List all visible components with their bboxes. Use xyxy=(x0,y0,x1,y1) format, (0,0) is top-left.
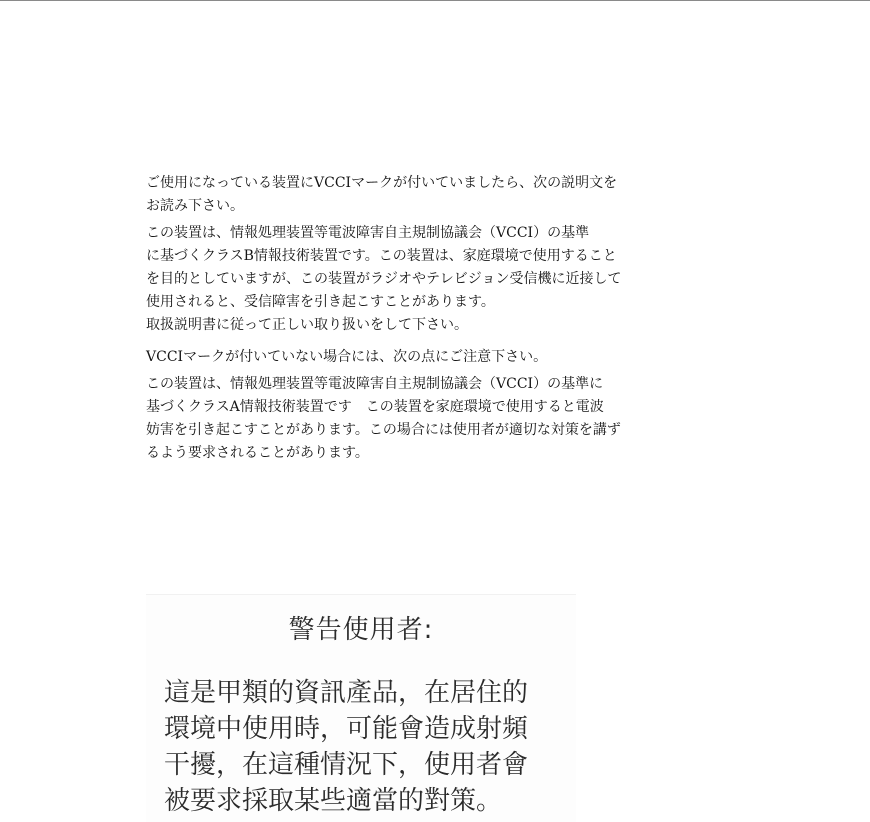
vcci-notice-japanese xyxy=(146,172,706,465)
vcci-intro-paragraph: ご使用になっている装置にVCCIマークが付いていましたら、次の説明文を お読み下さい。 xyxy=(146,175,618,214)
taiwan-warning-body: 這是甲類的資訊產品，在居住的 環境中使用時，可能會造成射頻 干擾，在這種情況下，使用者會 被要求採取某些適當的對策。 xyxy=(164,678,529,816)
class-b-paragraph: この装置は、情報処理装置等電波障害自主規制協議会（VCCI）の基準 に基づくクラスB情報技術装置です。この装置は、家庭環境で使用すること を目的としていますが、この装置がラジオやテレビジョン受信機に近接して 使用されると、受信障害を引き起こすことがあります。 取扱説明書に従って正しい取り扱いをして下さい。 xyxy=(146,225,622,333)
taiwan-warning-notice xyxy=(146,594,576,822)
no-mark-paragraph: VCCIマークが付いていない場合には、次の点にご注意下さい。 xyxy=(146,349,548,365)
taiwan-warning-title: 警告使用者: xyxy=(288,615,434,645)
top-rule xyxy=(0,0,870,1)
class-a-paragraph: この装置は、情報処理装置等電波障害自主規制協議会（VCCI）の基準に 基づくクラスA情報技術装置です この装置を家庭環境で使用すると電波 妨害を引き起こすことがあります。この場合には使用者が適切な対策を講ず るよう要求されることがあります。 xyxy=(146,376,621,461)
